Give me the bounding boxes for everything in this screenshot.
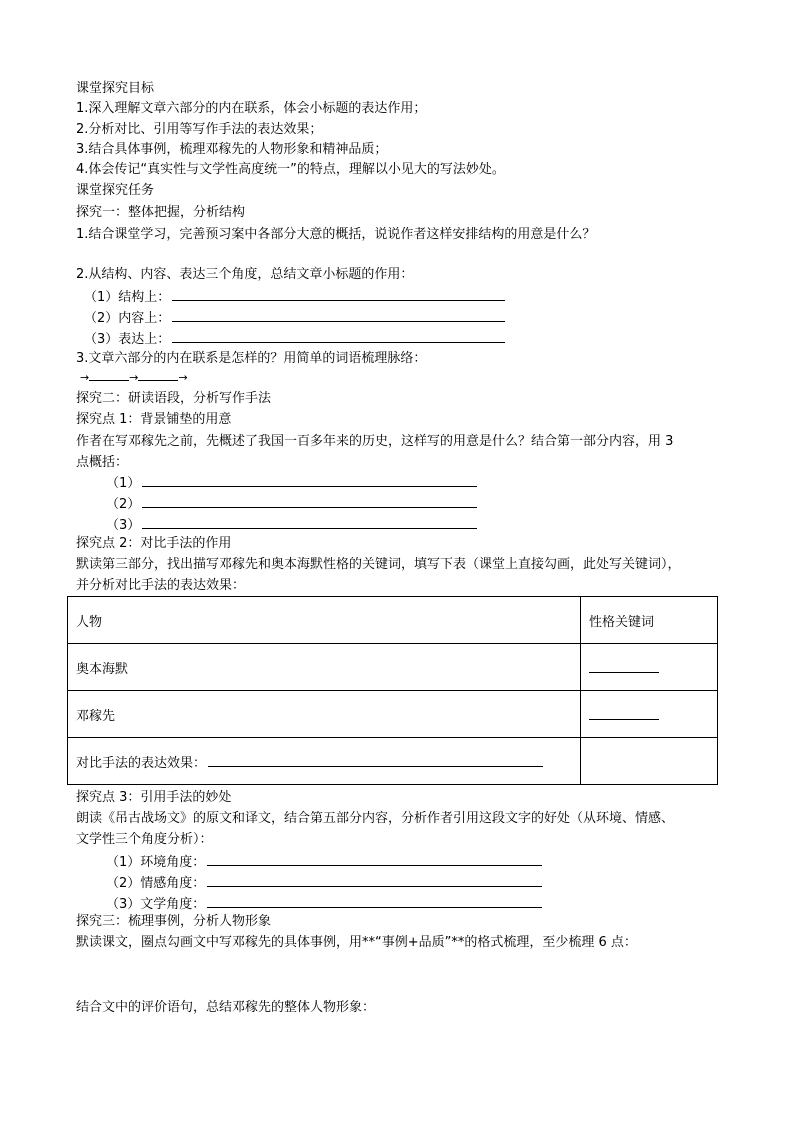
- inquiry1-question3: 3.文章六部分的内在联系是怎样的？用简单的词语梳理脉络：: [76, 351, 427, 366]
- point3-title: 探究点 3：引用手法的妙处: [76, 790, 232, 805]
- goals-title: 课堂探究目标: [76, 81, 155, 96]
- table-row: [68, 691, 718, 738]
- answer-label: （2）: [106, 497, 141, 512]
- arrow-icon: →: [178, 371, 188, 384]
- person-cell: 奥本海默: [68, 644, 581, 691]
- point3-answer-line[interactable]: [106, 873, 542, 892]
- keyword-blank[interactable]: [589, 705, 659, 720]
- expression-answer-line[interactable]: [84, 329, 505, 348]
- answer-label: （3）: [106, 518, 141, 533]
- tasks-title: 课堂探究任务: [76, 183, 155, 198]
- answer-blank[interactable]: [172, 308, 505, 322]
- answer-blank[interactable]: [207, 873, 542, 887]
- effect-label: 对比手法的表达效果：: [76, 755, 207, 771]
- inquiry2-heading: 探究二：研读语段，分析写作手法: [76, 391, 272, 406]
- point3-answer-line[interactable]: [106, 852, 542, 871]
- point1-title: 探究点 1：背景铺垫的用意: [76, 412, 232, 427]
- goal-item: 2.分析对比、引用等写作手法的表达效果；: [76, 122, 323, 137]
- answer-label: （2）情感角度：: [106, 876, 206, 891]
- inquiry3-heading: 探究三：梳理事例，分析人物形象: [76, 914, 272, 929]
- inquiry3-text: 默读课文，圈点勾画文中写邓稼先的具体事例，用**“事例+品质”**的格式梳理，至少梳理 6 点：: [76, 935, 637, 950]
- point1-text: 点概括：: [76, 455, 129, 470]
- point2-title: 探究点 2：对比手法的作用: [76, 536, 232, 551]
- inquiry1-heading: 探究一：整体把握，分析结构: [76, 205, 246, 220]
- answer-blank[interactable]: [207, 852, 542, 866]
- person-cell: 邓稼先: [68, 691, 581, 738]
- empty-cell: [581, 738, 718, 785]
- content-answer-line[interactable]: [84, 308, 505, 327]
- point1-answer-line[interactable]: [106, 515, 477, 534]
- structure-answer-line[interactable]: [84, 287, 505, 306]
- answer-blank[interactable]: [172, 287, 505, 301]
- table-header-row: [68, 597, 718, 644]
- answer-label: （3）表达上：: [84, 332, 171, 347]
- keyword-cell[interactable]: [581, 691, 718, 738]
- point1-answer-line[interactable]: [106, 494, 477, 513]
- table-header-cell: 性格关键词: [581, 597, 718, 644]
- goal-item: 1.深入理解文章六部分的内在联系，体会小标题的表达作用；: [76, 101, 427, 116]
- effect-blank[interactable]: [208, 753, 543, 767]
- answer-label: （1）: [106, 476, 141, 491]
- answer-blank[interactable]: [207, 894, 542, 908]
- context-flow-line[interactable]: [80, 371, 188, 385]
- point2-text: 并分析对比手法的表达效果：: [76, 578, 246, 593]
- answer-blank[interactable]: [142, 473, 477, 487]
- answer-blank[interactable]: [172, 329, 505, 343]
- answer-label: （3）文学角度：: [106, 897, 206, 912]
- inquiry1-question2: 2.从结构、内容、表达三个角度，总结文章小标题的作用：: [76, 267, 414, 282]
- flow-blank[interactable]: [138, 371, 178, 381]
- effect-cell[interactable]: [68, 738, 581, 785]
- point1-answer-line[interactable]: [106, 473, 477, 492]
- answer-blank[interactable]: [142, 494, 477, 508]
- point3-text: 文学性三个角度分析）：: [76, 832, 213, 847]
- answer-label: （2）内容上：: [84, 311, 171, 326]
- keyword-blank[interactable]: [589, 658, 659, 673]
- goal-item: 3.结合具体事例，梳理邓稼先的人物形象和精神品质；: [76, 142, 388, 157]
- answer-blank[interactable]: [142, 515, 477, 529]
- inquiry1-question1: 1.结合课堂学习，完善预习案中各部分大意的概括，说说作者这样安排结构的用意是什么？: [76, 227, 596, 242]
- goal-item: 4.体会传记“真实性与文学性高度统一”的特点，理解以小见大的写法妙处。: [76, 162, 505, 177]
- answer-label: （1）环境角度：: [106, 855, 206, 870]
- table-row: [68, 644, 718, 691]
- point2-text: 默读第三部分，找出描写邓稼先和奥本海默性格的关键词，填写下表（课堂上直接勾画，此处写关键词），: [76, 557, 681, 572]
- inquiry3-summary: 结合文中的评价语句，总结邓稼先的整体人物形象：: [76, 1000, 376, 1015]
- point3-answer-line[interactable]: [106, 894, 542, 913]
- table-row: [68, 738, 718, 785]
- point3-text: 朗读《吊古战场文》的原文和译文，结合第五部分内容，分析作者引用这段文字的好处（从环境、情感、: [76, 811, 675, 826]
- contrast-table: [67, 596, 718, 785]
- arrow-icon: →: [129, 371, 139, 384]
- flow-blank[interactable]: [89, 371, 129, 381]
- answer-label: （1）结构上：: [84, 290, 171, 305]
- keyword-cell[interactable]: [581, 644, 718, 691]
- point1-text: 作者在写邓稼先之前，先概述了我国一百多年来的历史，这样写的用意是什么？结合第一部分内容，用 3: [76, 434, 674, 449]
- table-header-cell: 人物: [68, 597, 581, 644]
- arrow-icon: →: [80, 371, 90, 384]
